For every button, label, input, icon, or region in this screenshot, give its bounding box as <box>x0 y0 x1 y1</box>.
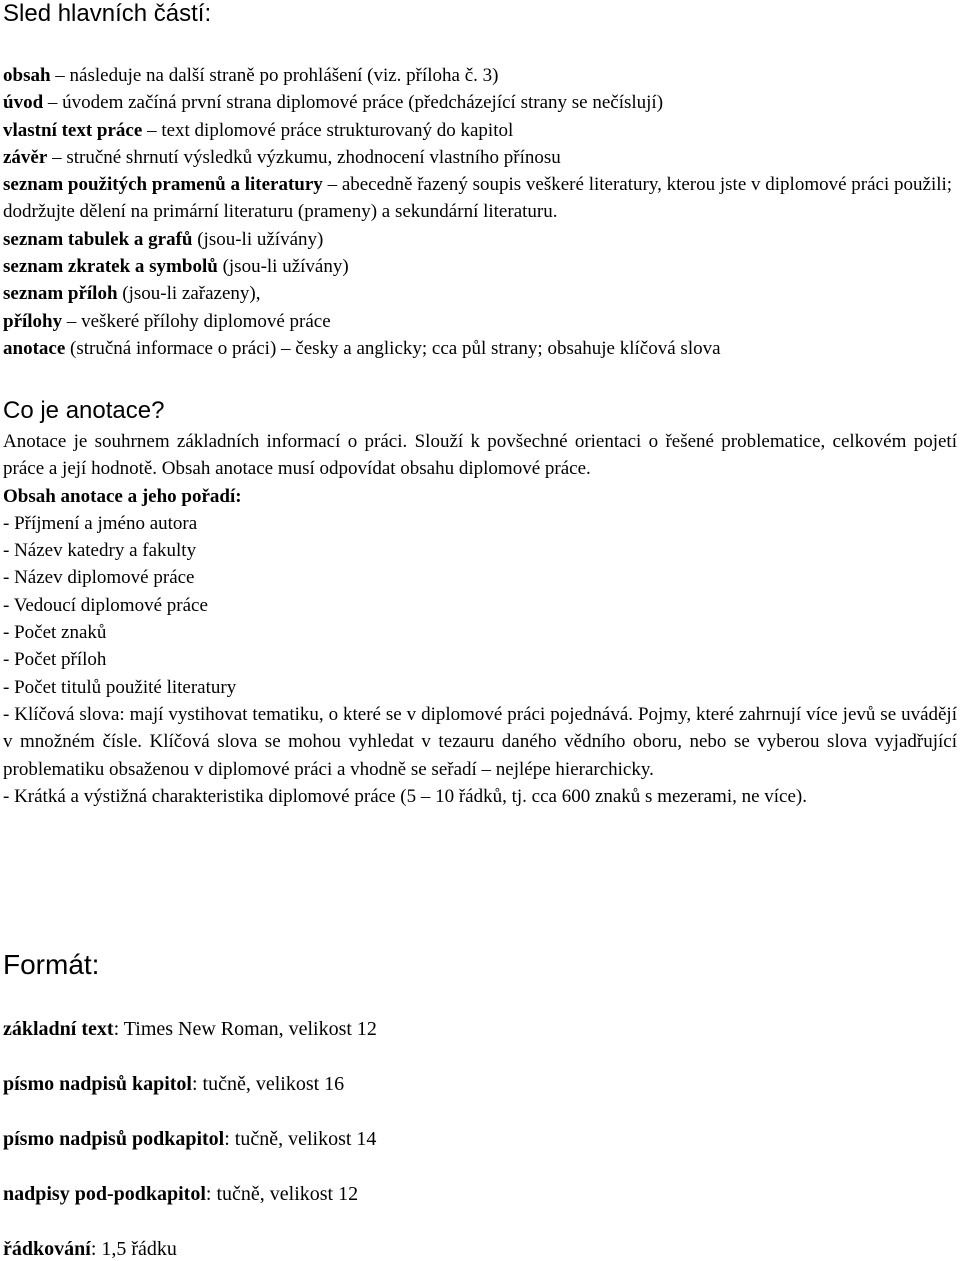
annotation-item: - Příjmení a jméno autora <box>3 512 198 534</box>
annotation-order-heading: Obsah anotace a jeho pořadí: <box>3 485 242 507</box>
annotation-item: - Počet znaků <box>3 622 107 644</box>
annotation-item: - Název katedry a fakulty <box>3 540 197 562</box>
annotation-item: - Počet titulů použité literatury <box>3 676 237 698</box>
format-item: nadpisy pod-podkapitol: tučně, velikost 12 <box>3 1183 359 1205</box>
annotation-item: - Počet příloh <box>3 649 107 671</box>
annotation-item: - Název diplomové práce <box>3 567 195 589</box>
annotation-section <box>3 428 957 810</box>
part-item: vlastní text práce – text diplomové práce strukturovaný do kapitol <box>3 119 514 141</box>
format-item: písmo nadpisů podkapitol: tučně, velikost 14 <box>3 1128 377 1150</box>
format-item: řádkování: 1,5 řádku <box>3 1238 177 1260</box>
part-item: přílohy – veškeré přílohy diplomové práce <box>3 310 331 332</box>
annotation-item: - Krátká a výstižná charakteristika diplomové práce (5 – 10 řádků, tj. cca 600 znaků s mezerami, ne více). <box>3 785 808 807</box>
part-item: seznam tabulek a grafů (jsou-li užívány) <box>3 228 324 250</box>
annotation-item: - Klíčová slova: mají vystihovat tematiku, o které se v diplomové práci pojednává. Pojmy, které zahrnují více jevů se uvádějí v množném čísle. Klíčová slova se mohou vyhledat v tezauru daného vědního oboru, nebo se vyberou slova vyjadřující problematiku obsaženou v diplomové práci a vhodně se seřadí – nejlépe hierarchicky. <box>3 703 957 780</box>
annotation-item: - Vedoucí diplomové práce <box>3 594 208 616</box>
part-item: anotace (stručná informace o práci) – česky a anglicky; cca půl strany; obsahuje klíčová slova <box>3 337 721 359</box>
heading-format: Formát: <box>3 949 100 980</box>
format-item: základní text: Times New Roman, velikost 12 <box>3 1018 377 1040</box>
heading-annotation: Co je anotace? <box>3 397 165 424</box>
part-item: seznam příloh (jsou-li zařazeny), <box>3 283 261 305</box>
parts-list <box>3 62 957 362</box>
part-item: úvod – úvodem začíná první strana diplomové práce (předcházející strany se nečíslují) <box>3 92 664 114</box>
heading-main-parts: Sled hlavních částí: <box>3 0 212 27</box>
part-item: závěr – stručné shrnutí výsledků výzkumu, zhodnocení vlastního přínosu <box>3 146 561 168</box>
part-item: obsah – následuje na další straně po prohlášení (viz. příloha č. 3) <box>3 65 499 86</box>
annotation-intro: Anotace je souhrnem základních informací o práci. Slouží k povšechné orientaci o řešené problematice, celkovém pojetí práce a její hodnotě. Obsah anotace musí odpovídat obsahu diplomové práce. <box>3 431 957 480</box>
format-item: písmo nadpisů kapitol: tučně, velikost 16 <box>3 1073 345 1095</box>
part-item: seznam použitých pramenů a literatury – abecedně řazený soupis veškeré literatury, kterou jste v diplomové práci použili; dodržujte dělení na primární literaturu (prameny) a sekundární literaturu. <box>3 174 953 223</box>
part-item: seznam zkratek a symbolů (jsou-li užívány) <box>3 256 349 278</box>
